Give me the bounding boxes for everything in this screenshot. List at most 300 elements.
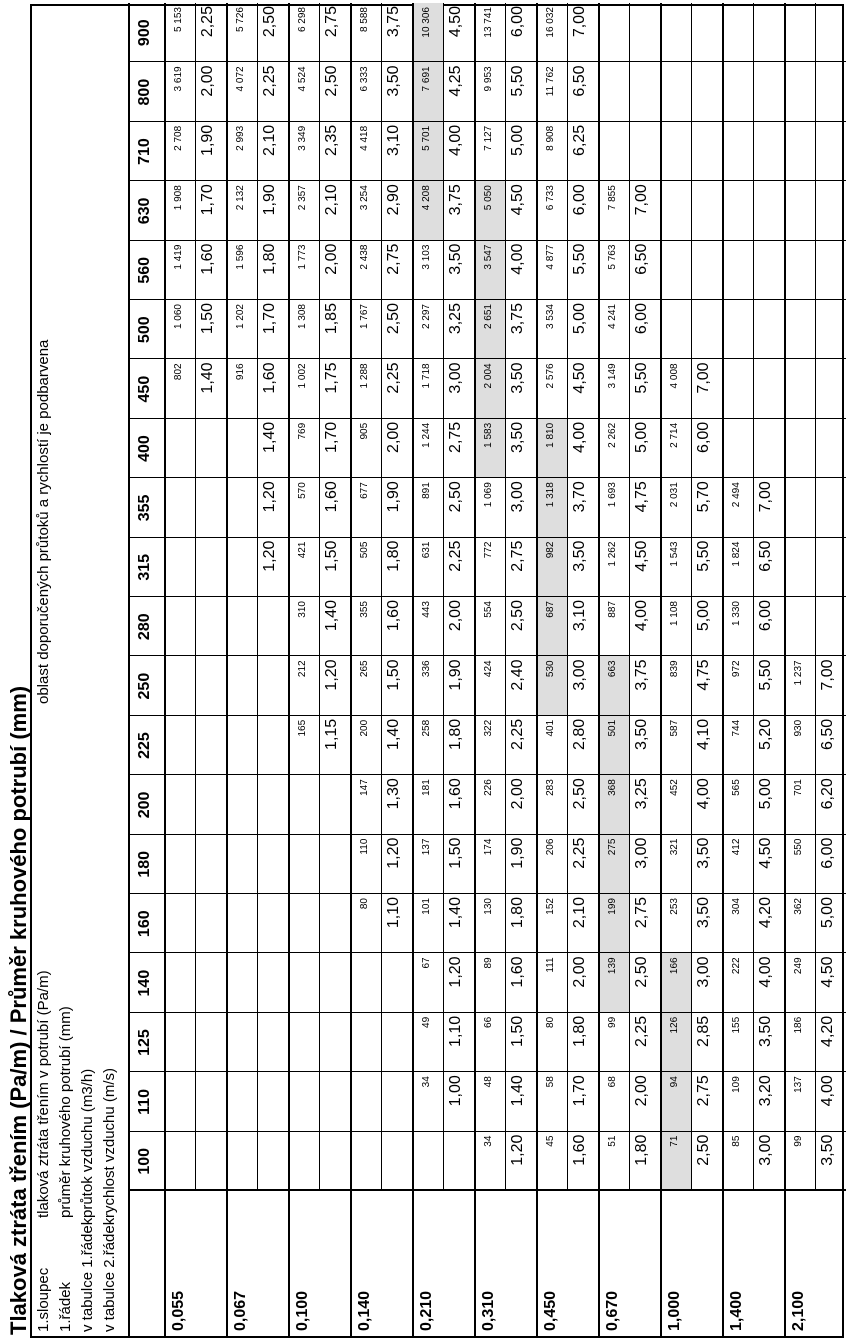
- speed-cell: 2,85: [695, 1015, 712, 1047]
- flow-cell: [722, 300, 753, 359]
- speed-cell: 4,00: [571, 421, 588, 453]
- speed-cell: 3,00: [571, 659, 588, 691]
- diameter-header: 710: [136, 138, 153, 165]
- flow-cell: 1 002: [297, 363, 308, 389]
- flow-cell: 2 357: [297, 185, 308, 211]
- speed-cell: 3,25: [633, 778, 650, 810]
- speed-cell: 2,75: [633, 897, 650, 929]
- diameter-header: 500: [136, 316, 153, 344]
- speed-cell: 3,50: [509, 362, 526, 394]
- flow-cell: 1 288: [359, 363, 370, 389]
- flow-cell: [784, 181, 815, 240]
- flow-cell: 802: [173, 363, 184, 381]
- flow-cell: 1 583: [483, 422, 494, 448]
- flow-cell: 8 588: [359, 7, 370, 33]
- speed-cell: 1,50: [199, 303, 216, 335]
- flow-cell: [722, 62, 753, 121]
- legend-column1-text: tlaková ztráta třením v potrubí (Pa/m): [35, 970, 52, 1218]
- speed-cell: 5,50: [757, 659, 774, 691]
- flow-cell: [784, 359, 815, 418]
- flow-cell: [226, 478, 257, 537]
- speed-cell: [442, 1132, 473, 1191]
- flow-cell: [784, 478, 815, 537]
- column-separator: [128, 774, 846, 775]
- speed-cell: [690, 181, 721, 240]
- flow-cell: 3 254: [359, 185, 370, 211]
- pressure-loss-label: 0,210: [418, 1290, 435, 1331]
- speed-cell: 2,25: [261, 65, 278, 97]
- diameter-header: 900: [136, 19, 153, 47]
- speed-cell: [814, 538, 845, 597]
- speed-cell: 3,50: [695, 897, 712, 929]
- legend-row1-label: 1.řádek: [57, 1281, 74, 1332]
- speed-cell: [814, 3, 845, 62]
- flow-cell: 982: [545, 541, 556, 559]
- flow-cell: [722, 241, 753, 300]
- diameter-header: 630: [136, 197, 153, 225]
- speed-cell: [814, 419, 845, 478]
- flow-cell: [164, 538, 195, 597]
- speed-cell: [256, 953, 287, 1012]
- flow-cell: 1 810: [545, 422, 556, 448]
- flow-cell: 212: [297, 660, 308, 678]
- flow-cell: 99: [793, 1135, 804, 1147]
- speed-cell: 2,25: [199, 6, 216, 38]
- flow-cell: 1 318: [545, 482, 556, 508]
- flow-cell: 412: [731, 838, 742, 856]
- speed-cell: 4,20: [819, 1015, 836, 1047]
- speed-cell: [628, 62, 659, 121]
- diameter-header: 280: [136, 613, 153, 641]
- flow-cell: 424: [483, 660, 494, 678]
- flow-cell: 101: [421, 898, 432, 915]
- pressure-loss-label: 0,450: [542, 1290, 559, 1331]
- row-separator: [660, 3, 662, 1336]
- speed-cell: 1,10: [385, 897, 402, 929]
- speed-cell: [256, 835, 287, 894]
- speed-cell: 3,00: [509, 481, 526, 513]
- speed-cell: 2,25: [509, 718, 526, 750]
- speed-cell: 3,50: [633, 718, 650, 750]
- flow-cell: 1 767: [359, 304, 370, 330]
- speed-cell: [318, 1072, 349, 1131]
- speed-cell: 3,75: [385, 6, 402, 38]
- speed-cell: [194, 597, 225, 656]
- flow-cell: 199: [607, 898, 618, 915]
- speed-cell: 2,90: [385, 184, 402, 216]
- speed-cell: [194, 478, 225, 537]
- row-separator: [288, 3, 290, 1336]
- speed-cell: [628, 3, 659, 62]
- flow-cell: 336: [421, 660, 432, 678]
- speed-cell: 1,60: [199, 243, 216, 275]
- speed-cell: 2,50: [261, 6, 278, 38]
- pressure-loss-label: 1,000: [666, 1290, 683, 1331]
- speed-cell: 1,40: [385, 718, 402, 750]
- flow-cell: 701: [793, 779, 804, 796]
- flow-cell: 5 701: [421, 125, 432, 151]
- speed-cell: 2,35: [323, 124, 340, 156]
- flow-cell: 126: [669, 1016, 680, 1034]
- flow-cell: 2 993: [235, 125, 246, 151]
- flow-cell: 1 693: [607, 482, 618, 508]
- diameter-header: 315: [136, 553, 153, 581]
- flow-cell: [226, 775, 257, 834]
- speed-cell: 1,70: [571, 1075, 588, 1107]
- speed-cell: 3,00: [447, 362, 464, 394]
- speed-cell: 2,25: [633, 1015, 650, 1047]
- speed-cell: 2,50: [509, 600, 526, 632]
- speed-cell: [194, 419, 225, 478]
- speed-cell: [318, 1013, 349, 1072]
- column-separator: [128, 715, 846, 716]
- flow-cell: 51: [607, 1135, 618, 1147]
- speed-cell: 5,00: [819, 897, 836, 929]
- flow-cell: 99: [607, 1016, 618, 1028]
- speed-cell: 3,50: [385, 65, 402, 97]
- pressure-loss-label: 0,067: [232, 1290, 249, 1331]
- speed-cell: 2,25: [447, 540, 464, 572]
- flow-cell: 4 877: [545, 244, 556, 270]
- diameter-header: 355: [136, 494, 153, 522]
- flow-cell: 68: [607, 1076, 618, 1088]
- speed-cell: 5,00: [571, 303, 588, 335]
- diameter-header: 400: [136, 435, 153, 462]
- speed-cell: 6,20: [819, 778, 836, 810]
- diameter-header: 450: [136, 375, 153, 403]
- speed-cell: 5,50: [509, 65, 526, 97]
- speed-cell: 1,80: [385, 540, 402, 572]
- column-separator: [128, 418, 846, 419]
- flow-cell: [288, 1072, 319, 1131]
- flow-cell: [722, 122, 753, 181]
- speed-cell: [194, 775, 225, 834]
- speed-cell: 2,50: [447, 481, 464, 513]
- speed-cell: 1,60: [385, 600, 402, 632]
- flow-cell: [350, 1013, 381, 1072]
- speed-cell: 1,90: [261, 184, 278, 216]
- speed-cell: 2,00: [509, 778, 526, 810]
- diameter-header: 100: [136, 1147, 153, 1175]
- speed-cell: 1,40: [199, 362, 216, 394]
- flow-cell: [164, 835, 195, 894]
- speed-cell: 2,50: [571, 778, 588, 810]
- speed-cell: [256, 1013, 287, 1072]
- speed-cell: [690, 122, 721, 181]
- speed-cell: 1,00: [447, 1075, 464, 1107]
- flow-cell: 9 953: [483, 66, 494, 92]
- speed-cell: 2,75: [323, 6, 340, 38]
- flow-cell: 67: [421, 957, 432, 969]
- flow-cell: [164, 953, 195, 1012]
- flow-cell: 7 855: [607, 185, 618, 211]
- flow-cell: [722, 359, 753, 418]
- flow-cell: 80: [359, 898, 370, 910]
- flow-cell: [288, 1132, 319, 1191]
- speed-cell: 2,75: [385, 243, 402, 275]
- speed-cell: 1,50: [385, 659, 402, 691]
- speed-cell: 4,50: [757, 837, 774, 869]
- speed-cell: 1,70: [323, 421, 340, 453]
- column-separator: [128, 893, 846, 894]
- speed-cell: 7,00: [633, 184, 650, 216]
- legend-row1-text: průměr kruhového potrubí (mm): [57, 1006, 74, 1218]
- column-separator: [128, 358, 846, 359]
- flow-cell: 1 108: [669, 601, 680, 627]
- speed-cell: 2,00: [633, 1075, 650, 1107]
- speed-cell: 3,50: [509, 421, 526, 453]
- flow-cell: [660, 3, 691, 62]
- flow-cell: 772: [483, 541, 494, 559]
- speed-cell: 2,50: [385, 303, 402, 335]
- flow-cell: [598, 3, 629, 62]
- flow-cell: 200: [359, 719, 370, 737]
- speed-cell: 6,50: [633, 243, 650, 275]
- speed-cell: 1,20: [323, 659, 340, 691]
- speed-cell: [690, 3, 721, 62]
- speed-cell: 3,00: [695, 956, 712, 988]
- speed-cell: 1,60: [571, 1134, 588, 1166]
- flow-cell: [164, 775, 195, 834]
- flow-cell: 321: [669, 838, 680, 856]
- speed-cell: 6,00: [819, 837, 836, 869]
- diameter-header: 160: [136, 910, 153, 938]
- speed-cell: 6,50: [757, 540, 774, 572]
- speed-cell: 6,00: [571, 184, 588, 216]
- flow-cell: 1 244: [421, 422, 432, 448]
- flow-cell: 48: [483, 1076, 494, 1088]
- pressure-loss-label: 0,670: [604, 1290, 621, 1331]
- flow-cell: 16 032: [545, 7, 556, 38]
- flow-cell: [226, 419, 257, 478]
- flow-cell: [164, 716, 195, 775]
- flow-cell: [226, 1132, 257, 1191]
- speed-cell: 1,50: [509, 1015, 526, 1047]
- flow-cell: 49: [421, 1016, 432, 1028]
- speed-cell: 1,85: [323, 303, 340, 335]
- speed-cell: 4,50: [571, 362, 588, 394]
- pressure-loss-label: 2,100: [790, 1290, 807, 1331]
- speed-cell: 7,00: [757, 481, 774, 513]
- flow-cell: 1 419: [173, 244, 184, 270]
- legend-table-row1-text: průtok vzduchu (m3/h): [79, 1068, 96, 1218]
- diameter-header: 110: [136, 1089, 153, 1115]
- flow-cell: [226, 716, 257, 775]
- column-separator: [128, 655, 846, 656]
- speed-cell: 4,00: [633, 600, 650, 632]
- speed-cell: 4,75: [695, 659, 712, 691]
- flow-cell: 5 153: [173, 7, 184, 33]
- flow-cell: 6 298: [297, 7, 308, 33]
- speed-cell: [256, 716, 287, 775]
- flow-cell: 3 103: [421, 244, 432, 270]
- column-separator: [128, 596, 846, 597]
- flow-cell: [784, 62, 815, 121]
- flow-cell: 505: [359, 541, 370, 559]
- speed-cell: 1,90: [385, 481, 402, 513]
- flow-cell: 677: [359, 482, 370, 499]
- speed-cell: 3,70: [571, 481, 588, 513]
- speed-cell: 1,50: [447, 837, 464, 869]
- flow-cell: [226, 1072, 257, 1131]
- speed-cell: 6,25: [571, 124, 588, 156]
- speed-cell: [814, 597, 845, 656]
- flow-cell: 89: [483, 957, 494, 969]
- flow-cell: 2 714: [669, 422, 680, 448]
- flow-cell: 401: [545, 719, 556, 737]
- flow-cell: 1 202: [235, 304, 246, 330]
- speed-cell: 1,50: [323, 540, 340, 572]
- diameter-header: 200: [136, 791, 153, 819]
- flow-cell: 2 297: [421, 304, 432, 330]
- speed-cell: [690, 62, 721, 121]
- speed-cell: 1,80: [447, 718, 464, 750]
- speed-cell: 3,10: [571, 600, 588, 632]
- speed-cell: 4,50: [509, 184, 526, 216]
- diameter-header: 180: [136, 850, 153, 878]
- speed-cell: [194, 1132, 225, 1191]
- speed-cell: 1,70: [261, 303, 278, 335]
- row-separator: [598, 3, 600, 1336]
- column-separator: [128, 240, 846, 241]
- speed-cell: 5,70: [695, 481, 712, 513]
- flow-cell: 452: [669, 779, 680, 796]
- flow-cell: 4 524: [297, 66, 308, 92]
- speed-cell: 2,75: [447, 421, 464, 453]
- speed-cell: 7,00: [819, 659, 836, 691]
- speed-cell: 2,10: [323, 184, 340, 216]
- speed-cell: 3,50: [757, 1015, 774, 1047]
- speed-cell: 1,20: [509, 1134, 526, 1166]
- flow-cell: 275: [607, 838, 618, 856]
- speed-cell: 6,50: [819, 718, 836, 750]
- flow-cell: 45: [545, 1135, 556, 1147]
- speed-cell: 1,60: [323, 481, 340, 513]
- flow-cell: 887: [607, 601, 618, 618]
- flow-cell: 1 543: [669, 541, 680, 567]
- flow-cell: 10 306: [421, 7, 432, 38]
- speed-cell: [256, 1072, 287, 1131]
- speed-cell: 5,00: [509, 124, 526, 156]
- speed-cell: [380, 1072, 411, 1131]
- speed-cell: 1,20: [385, 837, 402, 869]
- flow-cell: 2 576: [545, 363, 556, 389]
- flow-cell: 109: [731, 1076, 742, 1093]
- speed-cell: 1,20: [447, 956, 464, 988]
- row-separator: [350, 3, 352, 1336]
- speed-cell: [256, 656, 287, 715]
- speed-cell: 4,00: [757, 956, 774, 988]
- speed-cell: [194, 894, 225, 953]
- flow-cell: 443: [421, 601, 432, 618]
- speed-cell: 6,00: [757, 600, 774, 632]
- speed-cell: [380, 1013, 411, 1072]
- speed-cell: 4,00: [695, 778, 712, 810]
- flow-cell: 155: [731, 1016, 742, 1034]
- page-title: Tlaková ztráta třením (Pa/m) / Průměr kruhového potrubí (mm): [6, 685, 31, 1335]
- flow-cell: 147: [359, 779, 370, 796]
- flow-cell: [784, 419, 815, 478]
- speed-cell: 2,00: [323, 243, 340, 275]
- flow-cell: 421: [297, 541, 308, 559]
- speed-cell: 2,80: [571, 718, 588, 750]
- flow-cell: 1 718: [421, 363, 432, 389]
- speed-cell: 2,25: [571, 837, 588, 869]
- flow-cell: 687: [545, 601, 556, 618]
- flow-cell: 6 333: [359, 66, 370, 92]
- speed-cell: 2,25: [385, 362, 402, 394]
- flow-cell: 769: [297, 422, 308, 440]
- speed-cell: 1,70: [199, 184, 216, 216]
- speed-cell: 5,20: [757, 718, 774, 750]
- speed-cell: [752, 241, 783, 300]
- speed-cell: [814, 122, 845, 181]
- flow-cell: 2 004: [483, 363, 494, 389]
- flow-cell: [722, 3, 753, 62]
- speed-cell: [628, 122, 659, 181]
- flow-cell: 80: [545, 1016, 556, 1028]
- column-separator: [128, 834, 846, 835]
- legend-table-row2-text: rychlost vzduchu (m/s): [101, 1067, 118, 1218]
- flow-cell: 631: [421, 541, 432, 559]
- flow-cell: 891: [421, 482, 432, 499]
- flow-cell: 362: [793, 898, 804, 915]
- speed-cell: 7,00: [571, 6, 588, 38]
- speed-cell: 1,40: [323, 600, 340, 632]
- flow-cell: 222: [731, 957, 742, 975]
- column-separator: [128, 299, 846, 300]
- speed-cell: 5,50: [695, 540, 712, 572]
- flow-cell: 4 208: [421, 185, 432, 211]
- flow-cell: 166: [669, 957, 680, 975]
- highlight-note: oblast doporučených průtoků a rychlostí je podbarvena: [35, 339, 52, 704]
- speed-cell: [318, 1132, 349, 1191]
- flow-cell: 165: [297, 719, 308, 737]
- column-separator: [128, 1012, 846, 1013]
- flow-cell: 139: [607, 957, 618, 975]
- speed-cell: 3,25: [447, 303, 464, 335]
- flow-cell: [598, 62, 629, 121]
- flow-cell: 7 691: [421, 66, 432, 92]
- speed-cell: [752, 3, 783, 62]
- speed-cell: [690, 241, 721, 300]
- speed-cell: [318, 894, 349, 953]
- flow-cell: 587: [669, 719, 680, 737]
- speed-cell: 1,80: [571, 1015, 588, 1047]
- label-column-line: [128, 1189, 846, 1191]
- speed-cell: [752, 62, 783, 121]
- speed-cell: 2,75: [695, 1075, 712, 1107]
- flow-cell: 111: [545, 957, 556, 973]
- column-separator: [128, 952, 846, 953]
- flow-cell: [164, 894, 195, 953]
- speed-cell: 1,20: [261, 540, 278, 572]
- pressure-loss-label: 0,055: [170, 1290, 187, 1331]
- pressure-loss-label: 0,310: [480, 1290, 497, 1331]
- flow-cell: 249: [793, 957, 804, 975]
- speed-cell: 2,00: [385, 421, 402, 453]
- speed-cell: 1,75: [323, 362, 340, 394]
- flow-cell: [226, 835, 257, 894]
- speed-cell: 3,75: [509, 303, 526, 335]
- flow-cell: 530: [545, 660, 556, 678]
- speed-cell: 2,40: [509, 659, 526, 691]
- speed-cell: 1,90: [199, 124, 216, 156]
- header-top-line: [128, 3, 130, 1336]
- speed-cell: [752, 122, 783, 181]
- column-separator: [128, 180, 846, 181]
- speed-cell: 3,75: [633, 659, 650, 691]
